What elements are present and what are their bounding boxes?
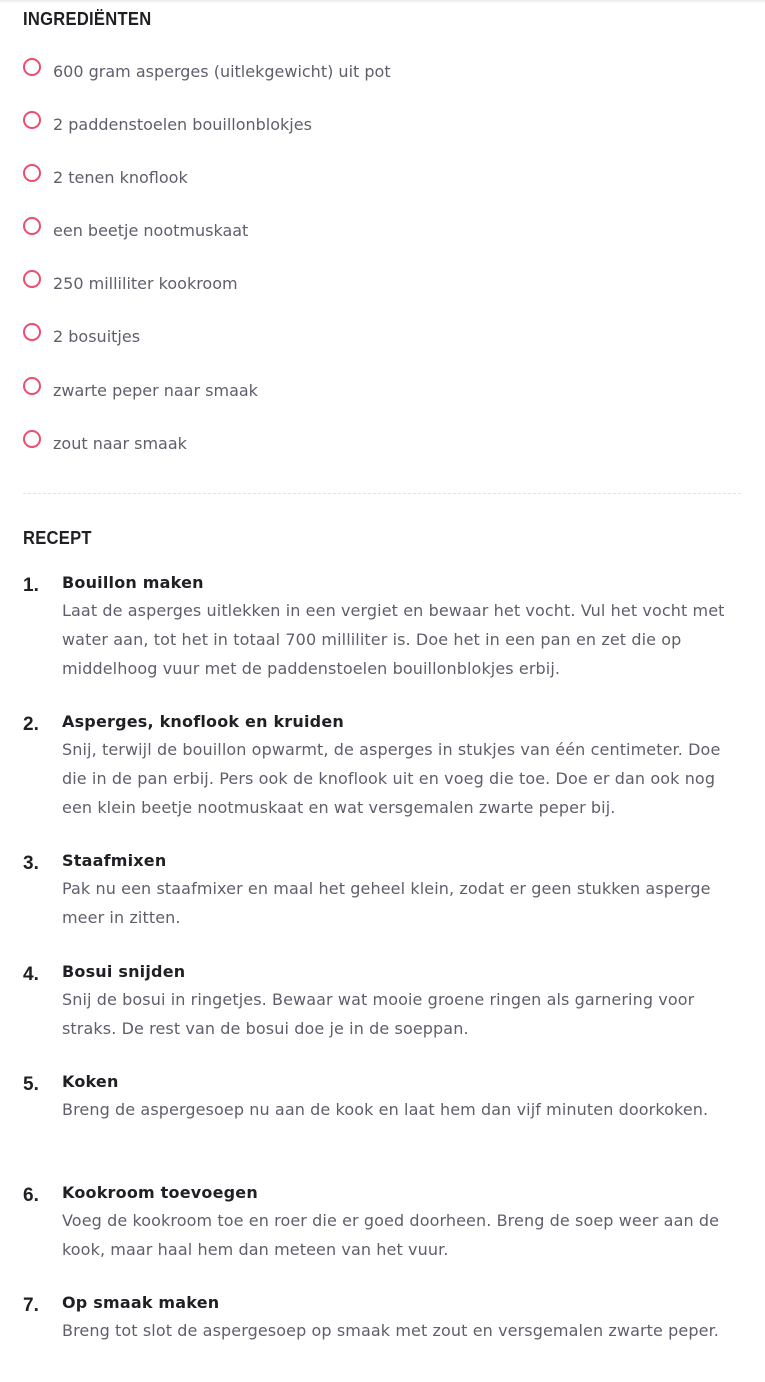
ingredient-item[interactable] xyxy=(23,215,743,268)
step-number: 5. xyxy=(23,1074,39,1095)
ingredient-item[interactable] xyxy=(23,268,743,321)
step-description: Breng tot slot de aspergesoep op smaak met zout en versgemalen zwarte peper. xyxy=(62,1321,719,1340)
ingredient-label: zout naar smaak xyxy=(53,433,187,453)
step-title: Bosui snijden xyxy=(62,961,186,981)
recipe-step xyxy=(23,961,745,1072)
step-title: Bouillon maken xyxy=(62,573,204,592)
ingredient-label: een beetje nootmuskaat xyxy=(53,221,249,241)
circle-outline-icon[interactable] xyxy=(23,323,41,341)
recipe-heading: RECEPT xyxy=(23,528,92,548)
ingredient-label: 2 paddenstoelen bouillonblokjes xyxy=(53,115,312,135)
ingredients-list xyxy=(23,56,743,481)
section-divider xyxy=(23,493,741,494)
circle-outline-icon[interactable] xyxy=(23,430,41,448)
ingredient-label: 600 gram asperges (uitlekgewicht) uit pot xyxy=(53,62,391,81)
step-number: 6. xyxy=(23,1184,39,1206)
step-title: Kookroom toevoegen xyxy=(62,1182,258,1202)
ingredient-item[interactable] xyxy=(23,162,743,215)
step-number: 3. xyxy=(23,853,39,874)
ingredient-item[interactable] xyxy=(23,56,743,109)
recipe-step xyxy=(23,850,745,961)
step-description: Laat de asperges uitlekken in een vergiet en bewaar het vocht. Vul het vocht met water aan, tot het in totaal 700 milliliter is. Doe het in een pan en zet die op middelhoog vuur met de paddenstoelen bouillonblokjes erbij. xyxy=(62,601,725,678)
step-title: Asperges, knoflook en kruiden xyxy=(62,712,344,731)
recipe-step xyxy=(23,711,745,850)
ingredient-label: 2 tenen knoflook xyxy=(53,168,188,188)
circle-outline-icon[interactable] xyxy=(23,377,41,395)
recipe-step xyxy=(23,1292,745,1382)
ingredient-label: 250 milliliter kookroom xyxy=(53,274,238,294)
step-description: Voeg de kookroom toe en roer die er goed doorheen. Breng de soep weer aan de kook, maar haal hem dan meteen van het vuur. xyxy=(62,1210,720,1259)
ingredients-heading: INGREDIËNTEN xyxy=(23,9,152,29)
ingredient-label: 2 bosuitjes xyxy=(53,327,141,347)
circle-outline-icon[interactable] xyxy=(23,217,41,235)
step-number: 1. xyxy=(23,575,39,596)
step-title: Koken xyxy=(62,1072,119,1091)
circle-outline-icon[interactable] xyxy=(23,270,41,288)
step-number: 4. xyxy=(23,963,39,985)
ingredient-item[interactable] xyxy=(23,109,743,162)
step-number: 2. xyxy=(23,714,39,735)
circle-outline-icon[interactable] xyxy=(23,111,41,129)
ingredient-label: zwarte peper naar smaak xyxy=(53,380,258,400)
step-description: Snij de bosui in ringetjes. Bewaar wat mooie groene ringen als garnering voor straks. De rest van de bosui doe je in de soeppan. xyxy=(62,989,695,1038)
step-title: Op smaak maken xyxy=(62,1293,220,1312)
recipe-step xyxy=(23,1071,745,1182)
ingredient-item[interactable] xyxy=(23,375,743,428)
step-title: Staafmixen xyxy=(62,851,167,870)
circle-outline-icon[interactable] xyxy=(23,58,41,76)
circle-outline-icon[interactable] xyxy=(23,164,41,182)
step-description: Pak nu een staafmixer en maal het geheel klein, zodat er geen stukken asperge meer in zitten. xyxy=(62,879,711,927)
step-number: 7. xyxy=(23,1295,39,1316)
recipe-step xyxy=(23,1182,745,1293)
ingredient-item[interactable] xyxy=(23,321,743,374)
recipe-steps-list xyxy=(23,572,745,1382)
step-description: Snij, terwijl de bouillon opwarmt, de asperges in stukjes van één centimeter. Doe die in de pan erbij. Pers ook de knoflook uit en voeg die toe. Doe er dan ook nog een klein beetje nootmuskaat en wat versgemalen zwarte peper bij. xyxy=(62,740,721,817)
top-shadow xyxy=(0,0,765,4)
step-description: Breng de aspergesoep nu aan de kook en laat hem dan vijf minuten doorkoken. xyxy=(62,1100,709,1119)
recipe-step xyxy=(23,572,745,711)
ingredient-item[interactable] xyxy=(23,428,743,481)
